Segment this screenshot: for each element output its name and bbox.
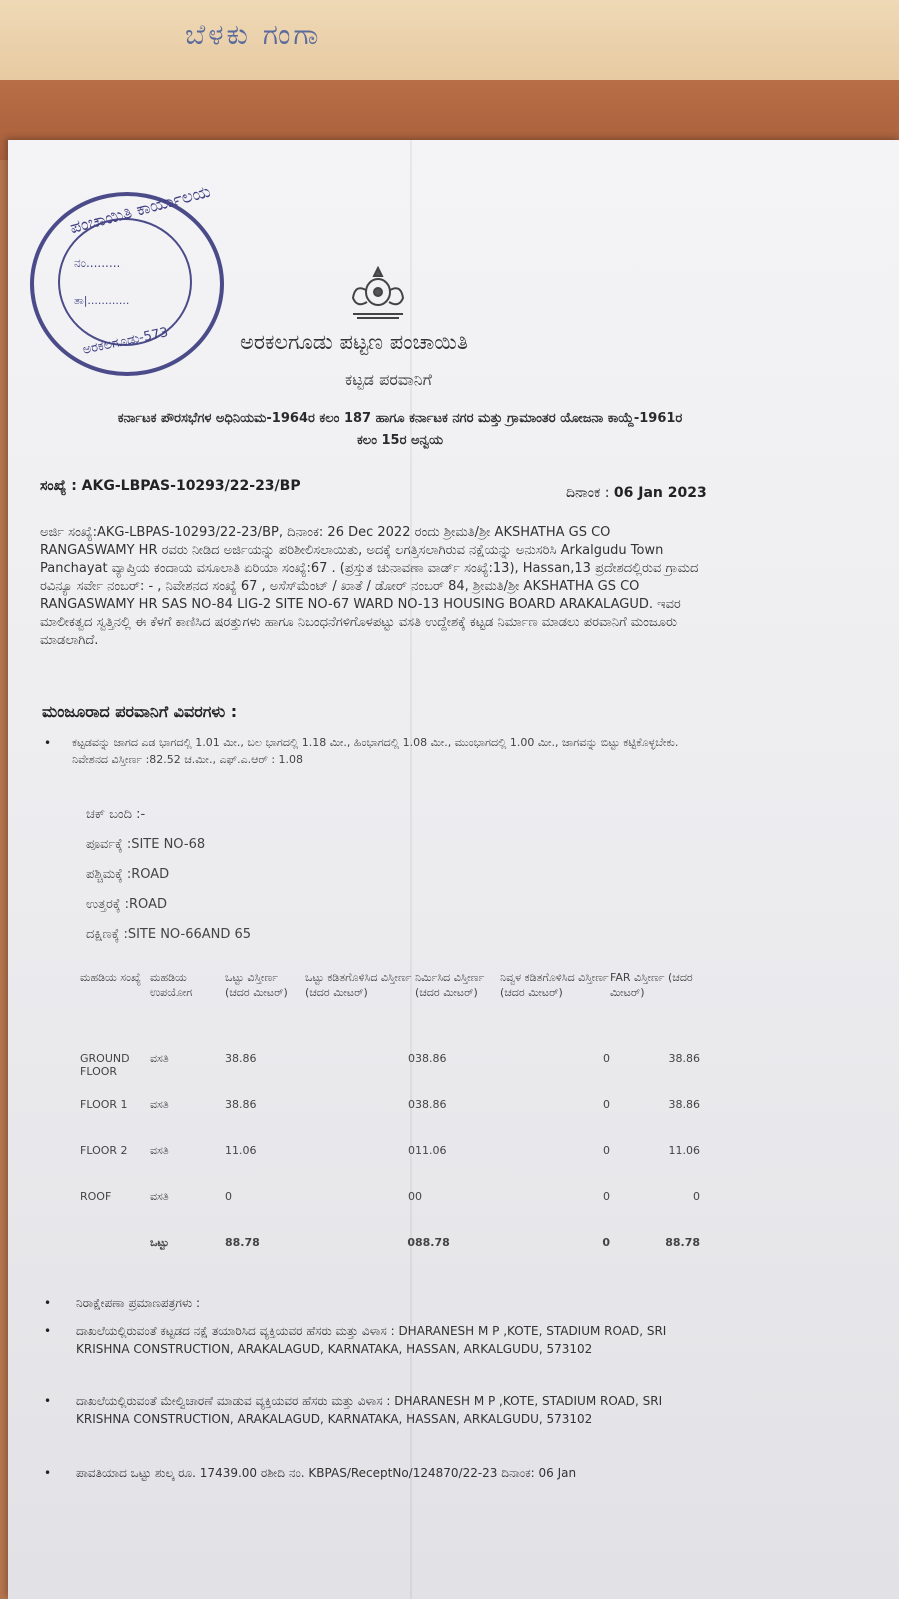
office-seal — [30, 181, 224, 376]
background-paper — [0, 0, 899, 80]
table-header: FAR ವಿಸ್ತೀರ್ಣ (ಚದರ ಮೀಟರ್) — [610, 971, 693, 999]
boundary-south: ದಕ್ಷಿಣಕ್ಕೆ :SITE NO-66AND 65 — [86, 927, 252, 942]
seal-top-text: ಪಂಚಾಯಿತಿ ಕಾರ್ಯಾಲಯ — [67, 181, 213, 239]
table-cell: 0 — [603, 1144, 610, 1157]
floor-area-table — [80, 970, 700, 1250]
table-row — [80, 1098, 700, 1144]
act-line-2: ಕಲಂ 15ರ ಅನ್ವಯ — [356, 433, 444, 448]
date-label: ದಿನಾಂಕ : — [566, 485, 610, 501]
site-area-text: ನಿವೇಶನದ ವಿಸ್ತೀರ್ಣ :82.52 ಚ.ಮೀ., ಎಫ್.ಎ.ಆರ್ : 1.08 — [72, 753, 304, 766]
table-cell: 38.86 — [415, 1052, 447, 1065]
bullet-icon: • — [44, 1324, 52, 1338]
table-cell — [80, 1236, 150, 1250]
table-cell: 0 — [408, 1098, 415, 1111]
table-cell: 0 — [603, 1052, 610, 1065]
table-cell: 38.86 — [668, 1098, 700, 1111]
seal-inner-ring — [58, 218, 192, 346]
table-header-row — [80, 970, 700, 1052]
table-total-row — [80, 1236, 700, 1250]
certificates-heading: ನಿರಾಕ್ಷೇಪಣಾ ಪ್ರಮಾಣಪತ್ರಗಳು : — [76, 1296, 201, 1310]
table-cell: 38.86 — [668, 1052, 700, 1065]
table-cell: ವಸತಿ — [150, 1144, 169, 1157]
setback-details — [72, 734, 702, 768]
table-row — [80, 1052, 700, 1098]
table-header: ಒಟ್ಟು ಕಡಿತಗೊಳಿಸಿದ ವಿಸ್ತೀರ್ಣ (ಚದರ ಮೀಟರ್) — [305, 971, 412, 999]
table-cell: ಒಟ್ಟು — [150, 1236, 169, 1249]
seal-taluk: ತಾ|............ — [74, 294, 130, 307]
state-emblem-icon — [343, 262, 413, 324]
table-cell: ROOF — [80, 1190, 112, 1203]
table-cell: 0 — [408, 1052, 415, 1065]
table-cell: 0 — [602, 1236, 610, 1249]
boundary-east: ಪೂರ್ವಕ್ಕೆ :SITE NO-68 — [86, 837, 206, 852]
table-cell: 88.78 — [665, 1236, 700, 1249]
table-header: ಮಹಡಿಯ ಉಪಯೋಗ — [150, 971, 193, 999]
reference-number — [40, 478, 301, 494]
permit-body-paragraph: ಅರ್ಜಿ ಸಂಖ್ಯೆ:AKG-LBPAS-10293/22-23/BP, ದಿನಾಂಕ: 26 Dec 2022 ರಂದು ಶ್ರೀಮತಿ/ಶ್ರೀ AKSHATHA GS CO RANGASWAMY HR ರವರು ನೀಡಿದ ಅರ್ಜಿಯನ್ನು ಪರಿಶೀಲಿಸಲಾಯಿತು, ಅದಕ್ಕೆ ಲಗತ್ತಿಸಲಾಗಿರುವ ನಕ್ಷೆಯನ್ನು ಅನುಸರಿಸಿ Arkalgudu Town Panchayat ವ್ಯಾಪ್ತಿಯ ಕಂದಾಯ ವಸೂಲಾತಿ ಏರಿಯಾ ಸಂಖ್ಯೆ:67 . (ಪ್ರಸ್ತುತ ಚುನಾವಣಾ ವಾರ್ಡ್ ಸಂಖ್ಯೆ:13), Hassan,13 ಪ್ರದೇಶದಲ್ಲಿರುವ ಗ್ರಾಮದ ರವಿನ್ಯೂ ಸರ್ವೇ ನಂಬರ್: - , ನಿವೇಶನದ ಸಂಖ್ಯೆ 67 , ಅಸೆಸ್‌ಮೆಂಟ್ / ಖಾತೆ / ಡೋರ್ ನಂಬರ್ 84, ಶ್ರೀಮತಿ/ಶ್ರೀ AKSHATHA GS CO RANGASWAMY HR SAS NO-84 LIG-2 SITE NO-67 WARD NO-13 HOUSING BOARD ARAKALAGUD. ಇವರ ಮಾಲೀಕತ್ವದ ಸ್ವತ್ತಿನಲ್ಲಿ ಈ ಕೆಳಗೆ ಕಾಣಿಸಿದ ಷರತ್ತುಗಳು ಹಾಗೂ ನಿಬಂಧನೆಗಳಿಗೊಳಪಟ್ಟು ವಸತಿ ಉದ್ದೇಶಕ್ಕೆ ಕಟ್ಟಡ ನಿರ್ಮಾಣ ಮಾಡಲು ಪರವಾನಿಗೆ ಮಂಜೂರು ಮಾಡಲಾಗಿದೆ. — [40, 525, 699, 648]
fee-details: ಪಾವತಿಯಾದ ಒಟ್ಟು ಶುಲ್ಕ ರೂ. 17439.00 ರಶೀದಿ ನಂ. KBPAS/ReceptNo/124870/22-23 ದಿನಾಂಕ: 06 Jan — [76, 1466, 577, 1480]
reference-value: AKG-LBPAS-10293/22-23/BP — [81, 478, 301, 494]
bullet-icon: • — [44, 736, 52, 750]
table-cell: 0 — [407, 1236, 415, 1249]
bullet-icon: • — [44, 1466, 52, 1480]
table-cell: 0 — [603, 1098, 610, 1111]
table-row — [80, 1144, 700, 1190]
table-header: ಒಟ್ಟು ವಿಸ್ತೀರ್ಣ (ಚದರ ಮೀಟರ್) — [225, 971, 288, 999]
table-cell: FLOOR 1 — [80, 1098, 128, 1111]
table-cell: 38.86 — [225, 1098, 257, 1111]
boundary-west: ಪಶ್ಚಿಮಕ್ಕೆ :ROAD — [86, 867, 170, 882]
table-cell: ವಸತಿ — [150, 1098, 169, 1111]
table-cell: ವಸತಿ — [150, 1052, 169, 1065]
issue-date — [566, 485, 707, 501]
boundary-north: ಉತ್ತರಕ್ಕೆ :ROAD — [86, 897, 167, 912]
table-header: ನಿವ್ವಳ ಕಡಿತಗೊಳಿಸಿದ ವಿಸ್ತೀರ್ಣ (ಚದರ ಮೀಟರ್) — [500, 971, 609, 999]
bullet-icon: • — [44, 1394, 52, 1408]
table-row — [80, 1190, 700, 1236]
table-cell: 0 — [415, 1190, 422, 1203]
reference-label: ಸಂಖ್ಯೆ : — [40, 478, 77, 494]
bullet-icon: • — [44, 1296, 52, 1310]
table-cell: 11.06 — [415, 1144, 447, 1157]
table-cell: 0 — [408, 1144, 415, 1157]
architect-details: ದಾಖಲೆಯಲ್ಲಿರುವಂತೆ ಕಟ್ಟಡದ ನಕ್ಷೆ ತಯಾರಿಸಿದ ವ್ಯಕ್ತಿಯವರ ಹೆಸರು ಮತ್ತು ವಿಳಾಸ : DHARANESH M P ,KOTE, STADIUM ROAD, SRI KRISHNA CONSTRUCTION, ARAKALAGUD, KARNATAKA, HASSAN, ARKALGUDU, 573102 — [76, 1324, 667, 1356]
table-cell: FLOOR 2 — [80, 1144, 128, 1157]
table-cell: 11.06 — [668, 1144, 700, 1157]
date-value: 06 Jan 2023 — [613, 485, 707, 501]
table-cell: 0 — [408, 1190, 415, 1203]
paper-fold — [410, 140, 412, 1599]
boundaries-block — [86, 800, 251, 950]
handwritten-note: ಬೆಳಕು ಗಂಗಾ — [185, 18, 322, 51]
table-cell: 38.86 — [415, 1098, 447, 1111]
act-reference — [30, 408, 770, 452]
supervisor-details: ದಾಖಲೆಯಲ್ಲಿರುವಂತೆ ಮೇಲ್ವಿಚಾರಣೆ ಮಾಡುವ ವ್ಯಕ್ತಿಯವರ ಹೆಸರು ಮತ್ತು ವಿಳಾಸ : DHARANESH M P ,KOTE, STADIUM ROAD, SRI KRISHNA CONSTRUCTION, ARAKALAGUD, KARNATAKA, HASSAN, ARKALGUDU, 573102 — [76, 1394, 663, 1426]
table-cell: ವಸತಿ — [150, 1190, 169, 1203]
table-cell: GROUND FLOOR — [80, 1052, 130, 1078]
seal-bottom-text: ಅರಕಲಗೂಡು-573 — [81, 325, 170, 358]
boundaries-label: ಚಕ್ ಬಂದಿ :- — [86, 807, 146, 822]
table-cell: 11.06 — [225, 1144, 257, 1157]
table-cell: 38.86 — [225, 1052, 257, 1065]
panchayat-title: ಅರಕಲಗೂಡು ಪಟ್ಟಣ ಪಂಚಾಯಿತಿ — [240, 330, 468, 354]
table-cell: 88.78 — [415, 1236, 450, 1249]
table-cell: 0 — [693, 1190, 700, 1203]
setbacks-text: ಕಟ್ಟಡವನ್ನು ಜಾಗದ ಎಡ ಭಾಗದಲ್ಲಿ 1.01 ಮೀ., ಬಲ ಭಾಗದಲ್ಲಿ 1.18 ಮೀ., ಹಿಂಭಾಗದಲ್ಲಿ 1.08 ಮೀ., ಮುಂಭಾಗದಲ್ಲಿ 1.00 ಮೀ., ಜಾಗವನ್ನು ಬಿಟ್ಟು ಕಟ್ಟಿಕೊಳ್ಳಬೇಕು. — [72, 736, 679, 749]
table-header: ಮಹಡಿಯ ಸಂಖ್ಯೆ — [80, 971, 141, 984]
table-header: ನಿರ್ಮಿಸಿದ ವಿಸ್ತೀರ್ಣ (ಚದರ ಮೀಟರ್) — [415, 971, 485, 999]
table-cell: 88.78 — [225, 1236, 260, 1249]
details-heading: ಮಂಜೂರಾದ ಪರವಾನಿಗೆ ವಿವರಗಳು : — [42, 702, 238, 721]
table-cell: 0 — [603, 1190, 610, 1203]
act-line-1: ಕರ್ನಾಟಕ ಪೌರಸಭೆಗಳ ಅಧಿನಿಯಮ-1964ರ ಕಲಂ 187 ಹಾಗೂ ಕರ್ನಾಟಕ ನಗರ ಮತ್ತು ಗ್ರಾಮಾಂತರ ಯೋಜನಾ ಕಾಯ್ದೆ-1961ರ — [117, 411, 683, 426]
seal-number: ನಂ......... — [74, 256, 121, 270]
table-cell: 0 — [225, 1190, 232, 1203]
permit-subtitle: ಕಟ್ಟಡ ಪರವಾನಿಗೆ — [345, 370, 432, 389]
